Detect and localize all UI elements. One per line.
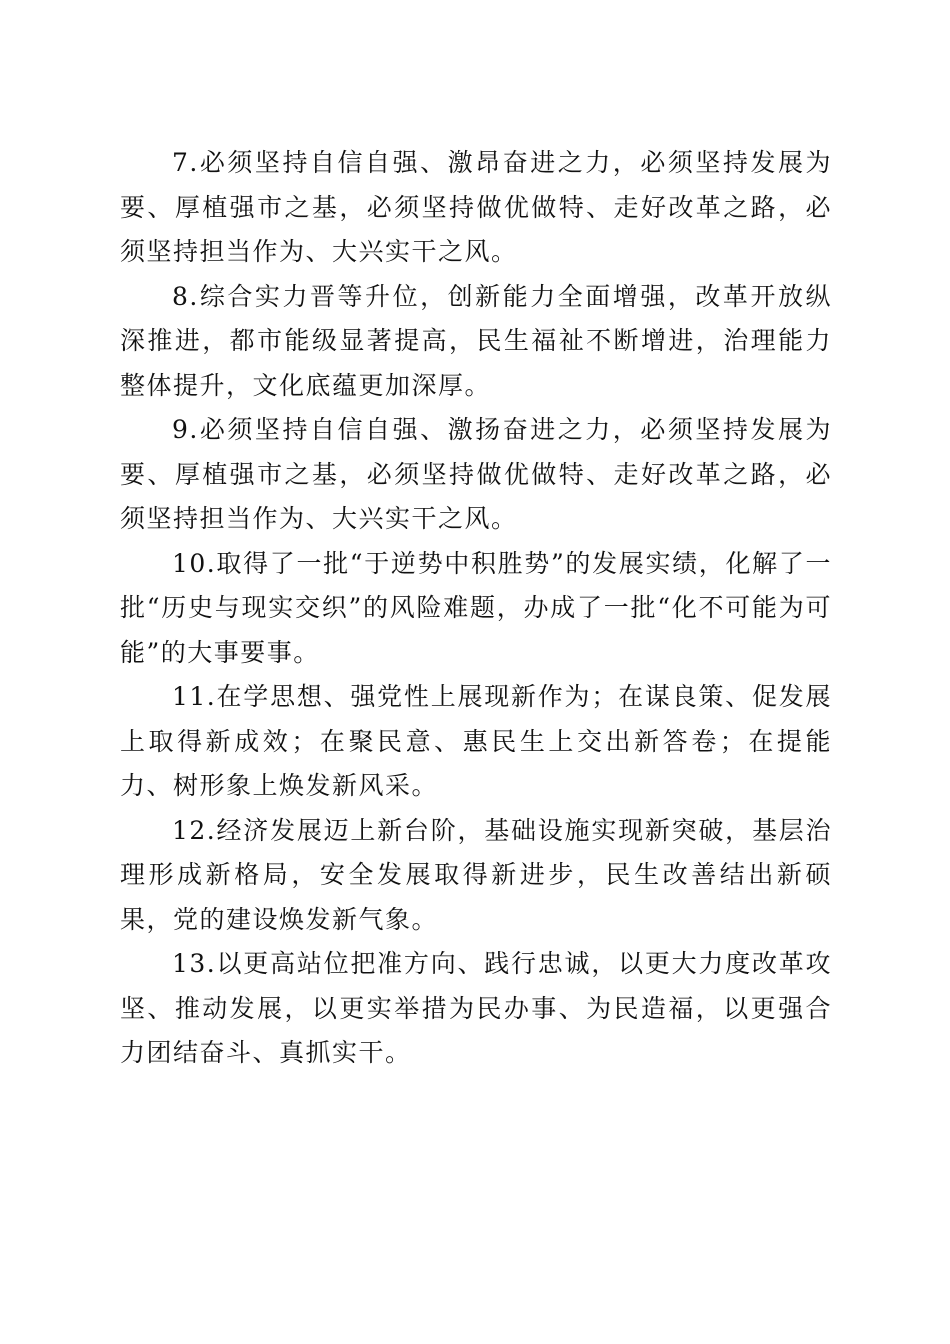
paragraph-7: 7.必须坚持自信自强、激昂奋进之力，必须坚持发展为要、厚植强市之基，必须坚持做优做特、走好改革之路，必须坚持担当作为、大兴实干之风。 [120,148,832,266]
paragraph-13: 13.以更高站位把准方向、践行忠诚，以更大力度改革攻坚、推动发展，以更实举措为民办事、为民造福，以更强合力团结奋斗、真抓实干。 [120,949,832,1067]
paragraph-11: 11.在学思想、强党性上展现新作为；在谋良策、促发展上取得新成效；在聚民意、惠民生上交出新答卷；在提能力、树形象上焕发新风采。 [120,682,832,800]
paragraph-12: 12.经济发展迈上新台阶，基础设施实现新突破，基层治理形成新格局，安全发展取得新进步，民生改善结出新硕果，党的建设焕发新气象。 [120,815,832,934]
document-body [120,141,832,1076]
paragraph-8: 8.综合实力晋等升位，创新能力全面增强，改革开放纵深推进，都市能级显著提高，民生福祉不断增进，治理能力整体提升，文化底蕴更加深厚。 [120,281,832,400]
paragraph-10: 10.取得了一批“于逆势中积胜势”的发展实绩，化解了一批“历史与现实交织”的风险难题，办成了一批“化不可能为可能”的大事要事。 [120,548,832,667]
paragraph-9: 9.必须坚持自信自强、激扬奋进之力，必须坚持发展为要、厚植强市之基，必须坚持做优做特、走好改革之路，必须坚持担当作为、大兴实干之风。 [120,415,832,533]
